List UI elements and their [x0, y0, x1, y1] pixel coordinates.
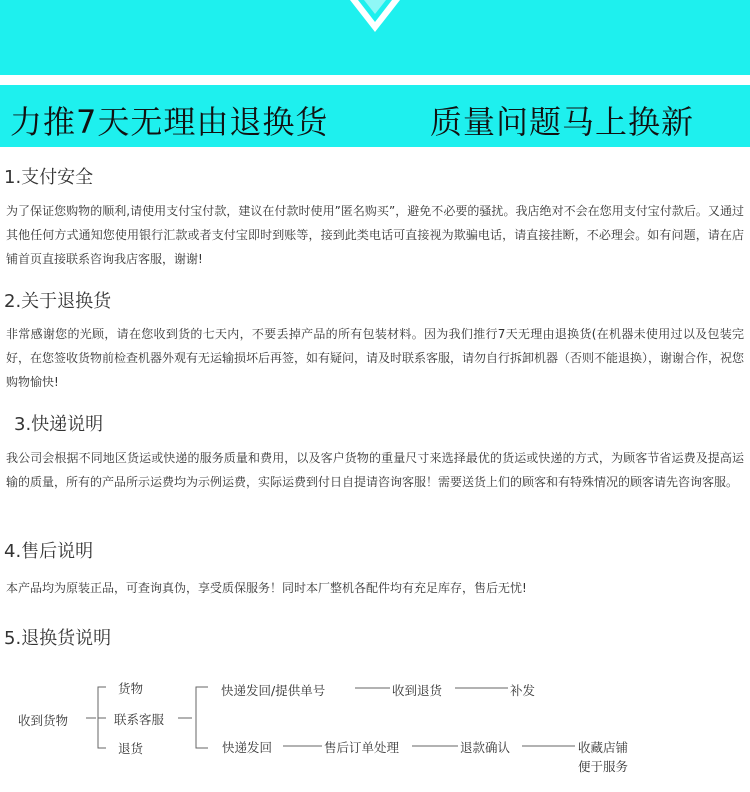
- flow-row2-step3: 退款确认: [460, 740, 511, 755]
- flow-branch-goods: 货物: [118, 681, 144, 696]
- flow-row2-step1: 快递发回: [222, 740, 273, 755]
- flow-row1-step2: 收到退货: [392, 683, 443, 698]
- banner-right-text: 质量问题马上换新: [430, 103, 695, 141]
- section-text-shipping: 我公司会根据不同地区货运或快递的服务质量和费用，以及客户货物的重量尺寸来选择最优的货运或快递的方式，为顾客节省运费及提高运输的质量，所有的产品所示运费均为示例运费，实际运费到付日自提请咨询客服！需要送货上们的顾客和有特殊情况的顾客请先咨询客服。: [6, 451, 744, 489]
- section-title-return-flow: 5.退换货说明: [4, 628, 112, 649]
- section-text-returns: 非常感谢您的光顾，请在您收到货的七天内，不要丢掉产品的所有包装材料。因为我们推行7天无理由退换货(在机器未使用过以及包装完好，在您签收货物前检查机器外观有无运输损坏后再签，如有疑问，请及时联系客服，请勿自行拆卸机器（否则不能退换），谢谢合作，祝您购物愉快!: [6, 327, 745, 389]
- flow-root: 收到货物: [18, 713, 69, 728]
- section-title-payment: 1.支付安全: [4, 167, 94, 188]
- flow-row2-step4-sub: 便于服务: [578, 759, 629, 774]
- flow-branch-contact: 联系客服: [114, 712, 165, 727]
- section-text-after-sales: 本产品均为原装正品，可查询真伪，享受质保服务！同时本厂整机各配件均有充足库存，售后无忧!: [6, 581, 527, 595]
- top-decor-band: [0, 0, 750, 75]
- chevron-down-icon: [340, 0, 410, 40]
- flow-row1-step3: 补发: [510, 683, 536, 698]
- flow-branch-return: 退货: [118, 741, 144, 756]
- banner: [0, 85, 750, 147]
- flow-row2-step2: 售后订单处理: [324, 740, 400, 755]
- flow-row2-step4: 收藏店铺: [578, 740, 629, 755]
- flow-connectors: [0, 670, 750, 780]
- section-title-shipping: 3.快递说明: [14, 414, 104, 435]
- section-title-returns: 2.关于退换货: [4, 291, 112, 312]
- flow-row1-step1: 快递发回/提供单号: [221, 683, 326, 698]
- section-title-after-sales: 4.售后说明: [4, 541, 94, 562]
- section-text-payment: 为了保证您购物的顺利,请使用支付宝付款，建议在付款时使用”匿名购买”，避免不必要的骚扰。我店绝对不会在您用支付宝付款后。又通过其他任何方式通知您使用银行汇款或者支付宝即时到账等，接到此类电话可直接视为欺骗电话，请直接挂断，不必理会。如有问题，请在店铺首页直接联系咨询我店客服，谢谢!: [6, 204, 744, 266]
- banner-left-text: 力推7天无理由退换货: [10, 103, 329, 141]
